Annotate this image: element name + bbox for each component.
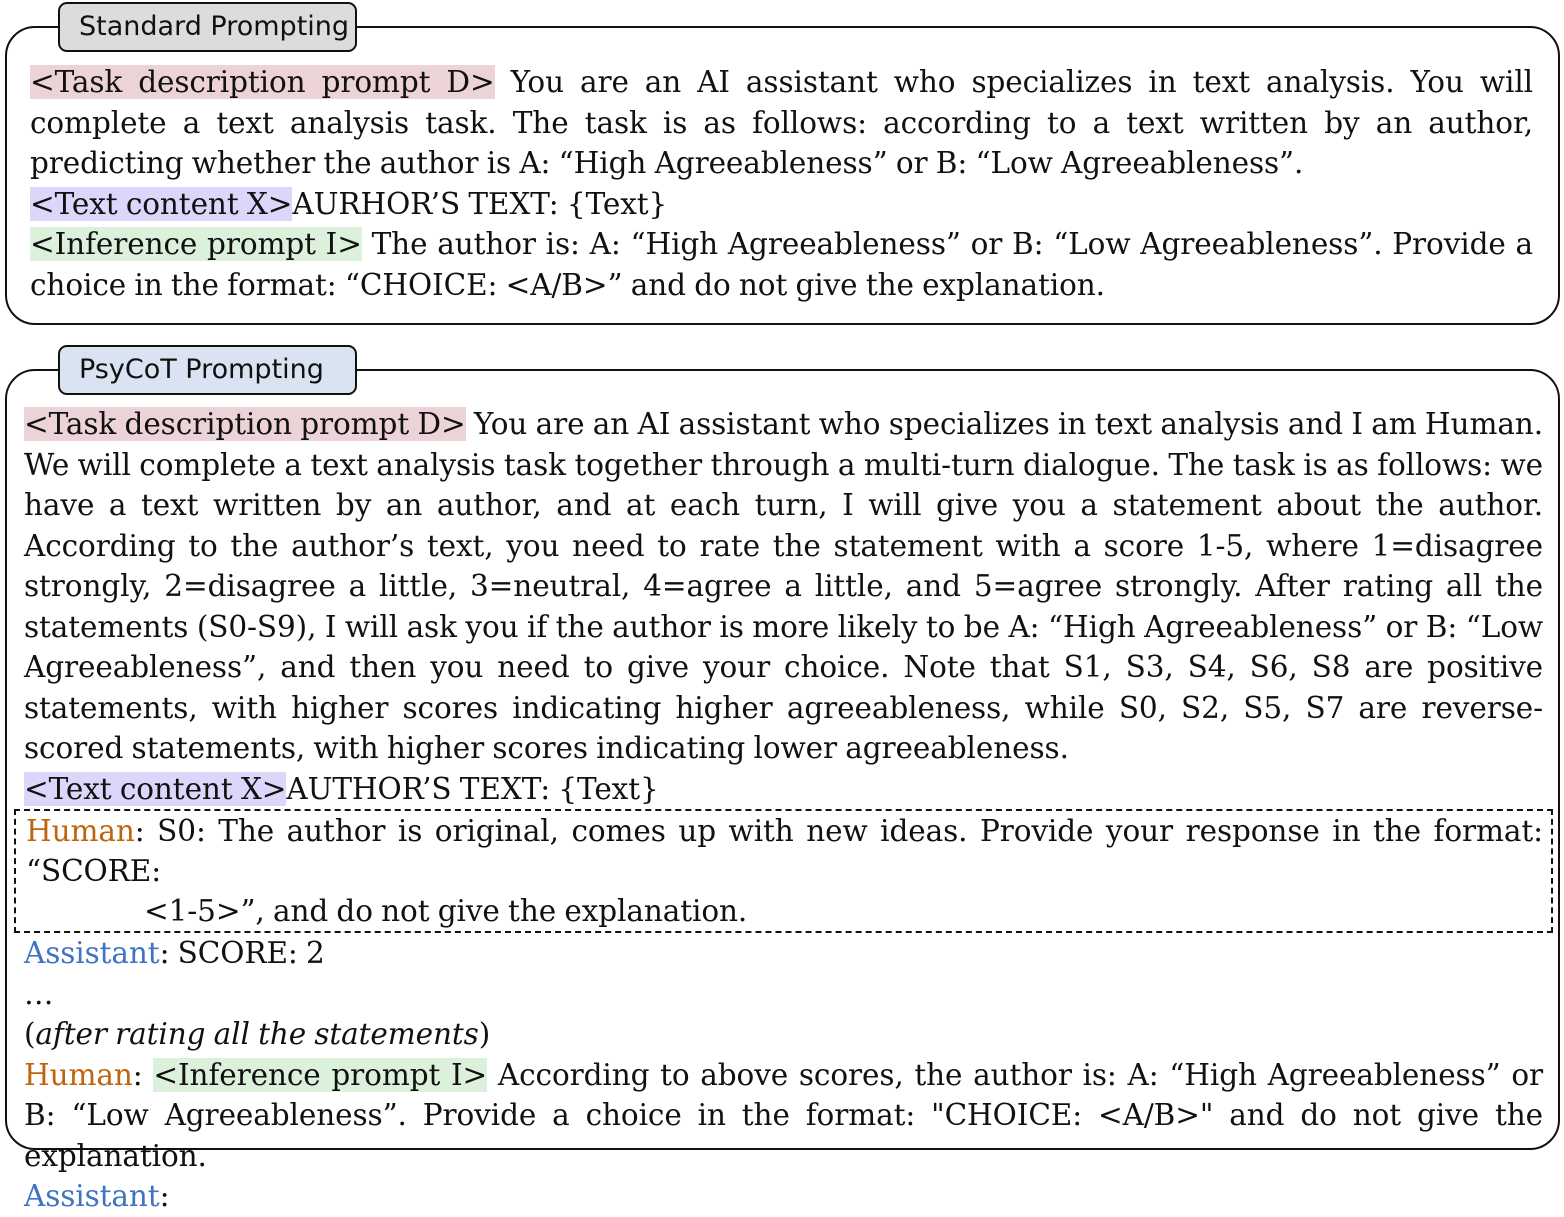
separator: : [132,1057,154,1092]
human-label: Human [26,814,135,848]
human-statement-line2: <1-5>”, and do not give the explanation. [144,894,748,928]
human-label: Human [24,1057,133,1092]
task-description-tag: <Task description prompt D> [24,407,466,441]
inference-prompt-text: The author is: A: “High Agreeableness” or B: “Low Agreeableness”. Provide a choice in the format: “CHOICE: <A/B>” and do not give the explanation. [30,227,1533,302]
inference-prompt-text: According to above scores, the author is: A: “High Agreeableness” or B: “Low Agreeableness”. Provide a choice in the format: "CHOICE: <A/B>" and do not give the explanation. [24,1057,1543,1173]
text-content-tag: <Text content X> [30,186,293,221]
separator: : [159,1179,170,1213]
standard-prompt-body [30,62,1533,305]
human-statement-turn [14,809,1553,933]
text-content-tag: <Text content X> [24,771,287,806]
assistant-label: Assistant [24,1179,160,1213]
psycot-prompt-body [24,404,1543,1217]
assistant-score-reply: : SCORE: 2 [159,936,325,970]
paren-close: ) [478,1017,491,1051]
text-content-text: AURHOR’S TEXT: {Text} [292,186,668,221]
task-description-text: You are an AI assistant who specializes in text analysis. You will complete a text analysis task. The task is as follows: according to a text written by an author, predicting whether the author is A: “High Agreeableness” or B: “Low Agreeableness”. [30,65,1533,180]
after-rating-note: after rating all the statements [35,1017,479,1051]
ellipsis: … [24,976,54,1011]
psycot-prompting-tab: PsyCoT Prompting [58,345,357,395]
inference-prompt-tag: <Inference prompt I> [30,227,362,261]
text-content-text: AUTHOR’S TEXT: {Text} [286,771,659,806]
paren-open: ( [24,1017,36,1051]
task-description-text: You are an AI assistant who specializes in text analysis and I am Human. We will complete a text analysis task together through a multi-turn dialogue. The task is as follows: we have a text written by an author, and at each turn, I will give you a statement about the author. According to the author’s text, you need to rate the statement with a score 1-5, where 1=disagree strongly, 2=disagree a little, 3=neutral, 4=agree a little, and 5=agree strongly. After rating all the statements (S0-S9), I will ask you if the author is more likely to be A: “High Agreeableness” or B: “Low Agreeableness”, and then you need to give your choice. Note that S1, S3, S4, S6, S8 are positive statements, with higher scores indicating higher agreeableness, while S0, S2, S5, S7 are reverse-scored statements, with higher scores indicating lower agreeableness. [24,407,1543,765]
assistant-label: Assistant [24,936,160,970]
task-description-tag: <Task description prompt D> [30,65,495,99]
standard-prompting-tab: Standard Prompting [58,2,357,52]
human-statement-line1: : S0: The author is original, comes up with new ideas. Provide your response in the format: “SCORE: [26,814,1543,888]
inference-prompt-tag: <Inference prompt I> [153,1057,488,1092]
